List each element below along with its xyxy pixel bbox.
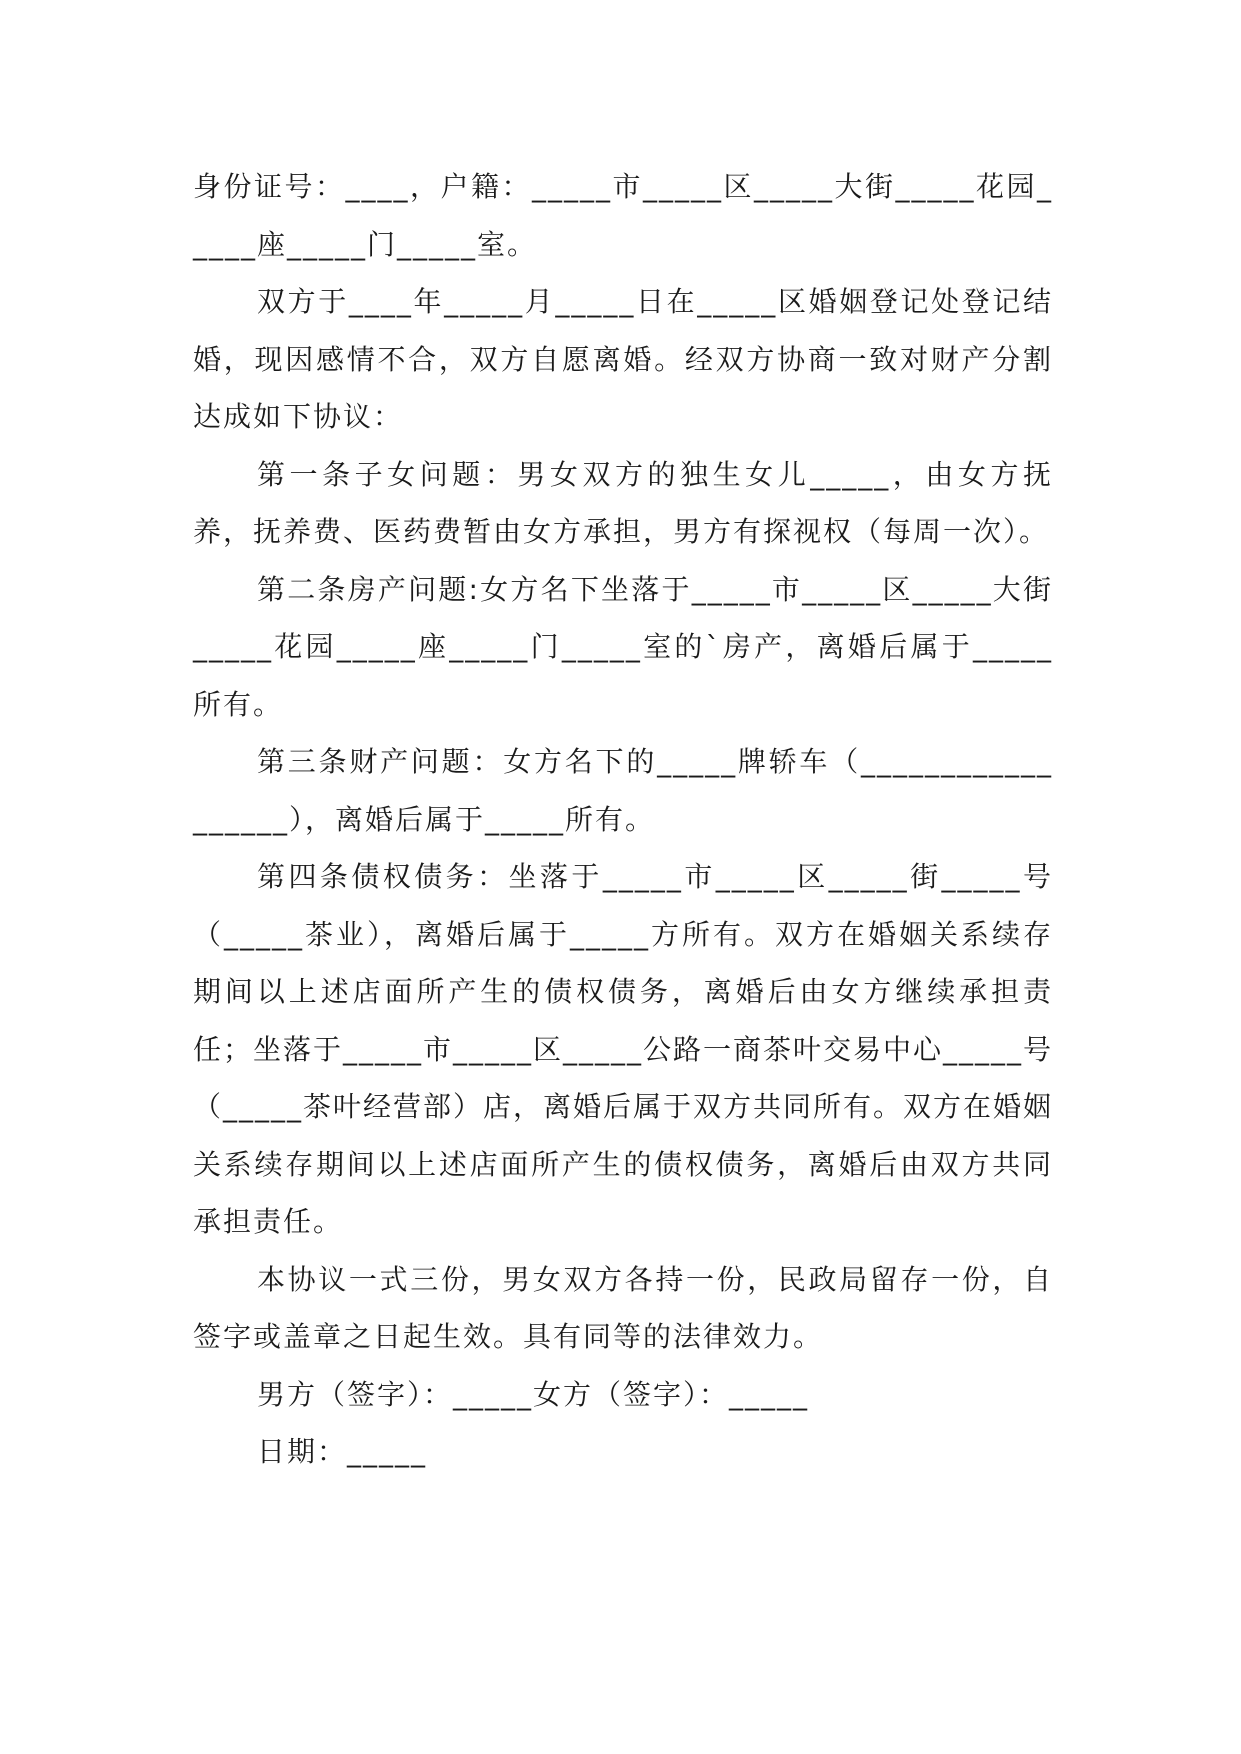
- signature-line: 男方（签字）：_____女方（签字）：_____: [257, 1377, 810, 1411]
- paragraph-article-1-children: 第一条子女问题：男女双方的独生女儿_____，由女方抚养，抚养费、医药费暂由女方承担，男方有探视权（每周一次）。: [193, 457, 1053, 548]
- paragraph-copies: 本协议一式三份，男女双方各持一份，民政局留存一份，自签字或盖章之日起生效。具有同等的法律效力。: [193, 1262, 1053, 1353]
- document-body: [193, 158, 1053, 1481]
- paragraph-article-3-property: 第三条财产问题：女方名下的_____牌轿车（__________________），离婚后属于_____所有。: [193, 745, 1053, 836]
- paragraph-marriage: 双方于____年_____月_____日在_____区婚姻登记处登记结婚，现因感情不合，双方自愿离婚。经双方协商一致对财产分割达成如下协议：: [193, 285, 1053, 433]
- paragraph-article-4-debts: 第四条债权债务：坐落于_____市_____区_____街_____号（_____茶业），离婚后属于_____方所有。双方在婚姻关系续存期间以上述店面所产生的债权债务，离婚后由女方继续承担责任；坐落于_____市_____区_____公路一商茶叶交易中心_____号（_____茶叶经营部）店，离婚后属于双方共同所有。双方在婚姻关系续存期间以上述店面所产生的债权债务，离婚后由双方共同承担责任。: [193, 860, 1054, 1238]
- date-line: 日期：_____: [257, 1435, 428, 1468]
- paragraph-article-2-housing: 第二条房产问题:女方名下坐落于_____市_____区_____大街_____花园_____座_____门_____室的`房产，离婚后属于_____所有。: [193, 572, 1053, 721]
- paragraph-identity: 身份证号：____，户籍：_____市_____区_____大街_____花园_____座_____门_____室。: [193, 170, 1053, 261]
